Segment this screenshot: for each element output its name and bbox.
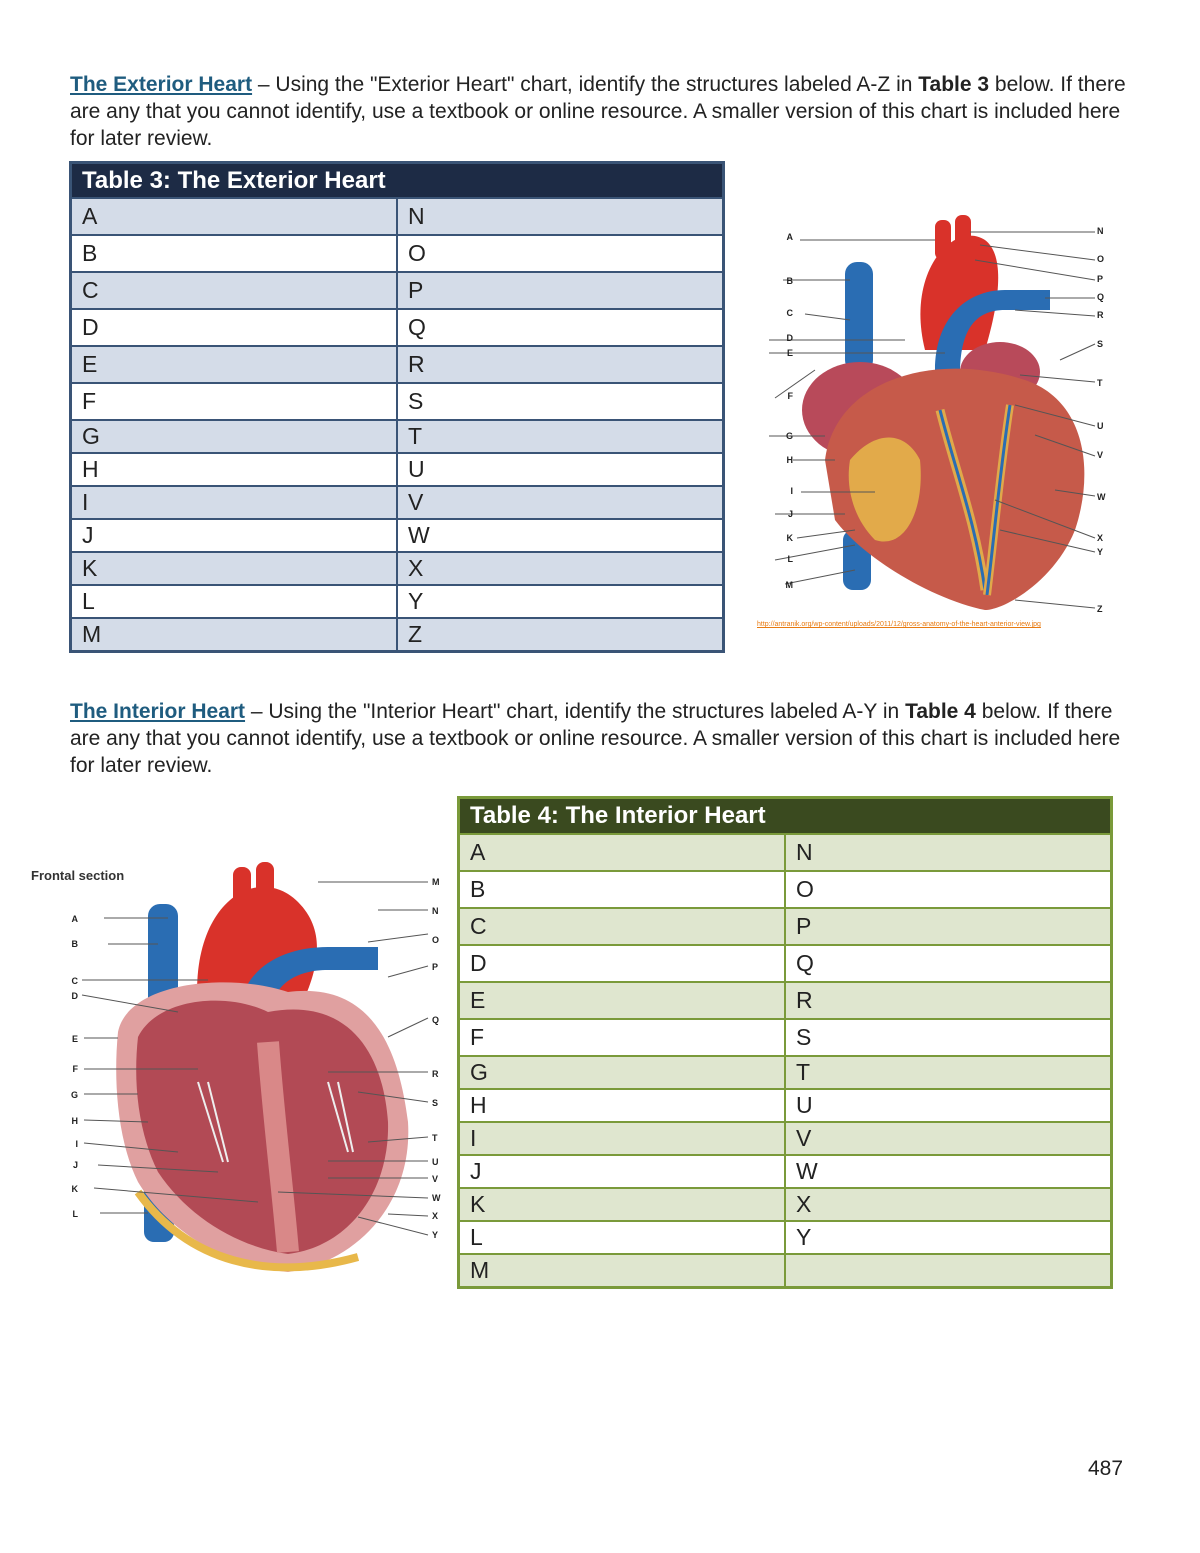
figure-label: M — [432, 877, 440, 887]
figure-label: U — [1097, 421, 1104, 431]
figure-label: G — [785, 431, 793, 441]
figure-label: C — [786, 308, 793, 318]
answer-cell-left[interactable]: E — [71, 346, 398, 383]
answer-cell-right[interactable]: T — [397, 420, 724, 453]
figure-label: S — [1097, 339, 1104, 349]
aortic-branch-2 — [955, 215, 971, 255]
table-row — [459, 1155, 1112, 1188]
answer-cell-left[interactable]: J — [71, 519, 398, 552]
answer-cell-left[interactable]: F — [459, 1019, 786, 1056]
frontal-section-caption: Frontal section — [31, 868, 125, 883]
table-row — [459, 1254, 1112, 1288]
figure-label: Y — [432, 1230, 439, 1240]
figure-label: J — [72, 1160, 78, 1170]
answer-cell-left[interactable]: E — [459, 982, 786, 1019]
answer-cell-left[interactable]: L — [459, 1221, 786, 1254]
table-row — [459, 1089, 1112, 1122]
figure-label: H — [71, 1116, 78, 1126]
answer-cell-left[interactable]: M — [459, 1254, 786, 1288]
instr-text-b: below. If there are any that you cannot identify, use a textbook or online resource. A smaller version of this chart is included here for later review. — [70, 73, 1126, 150]
figure-label: K — [786, 533, 793, 543]
figure-label: W — [432, 1193, 441, 1203]
answer-cell-left[interactable]: G — [71, 420, 398, 453]
figure-label: R — [432, 1069, 439, 1079]
table-row — [71, 585, 724, 618]
table-row — [71, 235, 724, 272]
table-row — [71, 453, 724, 486]
table-row — [71, 309, 724, 346]
table-row — [459, 908, 1112, 945]
answer-cell-left[interactable]: D — [459, 945, 786, 982]
answer-cell-right[interactable]: X — [785, 1188, 1112, 1221]
instr2-text-a: – Using the "Interior Heart" chart, identify the structures labeled A-Y in — [245, 700, 906, 723]
figure-label: A — [71, 914, 78, 924]
answer-cell-right[interactable]: P — [397, 272, 724, 309]
answer-cell-right[interactable]: Q — [397, 309, 724, 346]
figure-label: E — [71, 1034, 78, 1044]
table-row — [459, 945, 1112, 982]
table-row — [459, 1188, 1112, 1221]
figure-label: U — [432, 1157, 439, 1167]
answer-cell-left[interactable]: F — [71, 383, 398, 420]
table-row — [71, 519, 724, 552]
table-row — [71, 346, 724, 383]
figure-label: J — [787, 509, 793, 519]
exterior-heart-link[interactable]: The Exterior Heart — [70, 73, 253, 96]
answer-cell-right[interactable]: S — [785, 1019, 1112, 1056]
answer-cell-left[interactable]: A — [71, 198, 398, 235]
interior-heart-link[interactable]: The Interior Heart — [70, 700, 246, 723]
figure-label: Q — [1097, 292, 1105, 302]
figure-label: X — [1097, 533, 1104, 543]
answer-cell-right[interactable]: U — [785, 1089, 1112, 1122]
figure-label: L — [787, 554, 793, 564]
answer-cell-right[interactable]: T — [785, 1056, 1112, 1089]
exterior-instructions — [70, 71, 1130, 152]
figure-label: I — [75, 1139, 78, 1149]
table-row — [459, 982, 1112, 1019]
answer-cell-right[interactable]: O — [785, 871, 1112, 908]
table-row — [71, 552, 724, 585]
figure-label: C — [71, 976, 78, 986]
answer-cell-right[interactable]: W — [397, 519, 724, 552]
figure-label: E — [786, 348, 793, 358]
table-row — [459, 1056, 1112, 1089]
answer-cell-left[interactable]: B — [459, 871, 786, 908]
answer-cell-right[interactable]: Y — [397, 585, 724, 618]
figure-label: B — [71, 939, 78, 949]
figure-label: V — [1097, 450, 1104, 460]
exterior-heart-figure — [755, 210, 1155, 620]
answer-cell-right[interactable]: S — [397, 383, 724, 420]
answer-cell-right[interactable]: P — [785, 908, 1112, 945]
table4-title: Table 4: The Interior Heart — [459, 798, 1112, 835]
answer-cell-left[interactable]: H — [459, 1089, 786, 1122]
figure-label: W — [1097, 492, 1106, 502]
table4-ref: Table 4 — [905, 700, 976, 723]
figure-label: K — [71, 1184, 78, 1194]
answer-cell-right[interactable]: R — [785, 982, 1112, 1019]
answer-cell-left[interactable]: I — [71, 486, 398, 519]
table-row — [459, 1221, 1112, 1254]
answer-cell-left[interactable]: B — [71, 235, 398, 272]
figure-label: I — [790, 486, 793, 496]
figure-label: H — [786, 455, 793, 465]
aortic-trunk-2 — [256, 862, 274, 902]
figure-label: N — [1097, 226, 1104, 236]
table3-ref: Table 3 — [918, 73, 990, 96]
figure-label: P — [432, 962, 439, 972]
answer-cell-left[interactable]: G — [459, 1056, 786, 1089]
answer-cell-right[interactable] — [785, 1254, 1112, 1288]
answer-cell-right[interactable]: O — [397, 235, 724, 272]
figure-label: D — [786, 333, 793, 343]
figure-label: G — [70, 1090, 78, 1100]
table-row — [71, 198, 724, 235]
figure-label: Z — [1097, 604, 1103, 614]
interior-instructions — [70, 698, 1130, 779]
table-row — [459, 871, 1112, 908]
table-row — [71, 618, 724, 652]
table-row — [459, 1122, 1112, 1155]
answer-cell-right[interactable]: R — [397, 346, 724, 383]
answer-cell-left[interactable]: K — [459, 1188, 786, 1221]
table-row — [459, 834, 1112, 871]
answer-cell-right[interactable]: Z — [397, 618, 724, 652]
answer-cell-left[interactable]: J — [459, 1155, 786, 1188]
figure-label: O — [432, 935, 440, 945]
table-row — [71, 383, 724, 420]
figure-label: D — [71, 991, 78, 1001]
table3-title: Table 3: The Exterior Heart — [71, 163, 724, 199]
interior-heart-figure — [28, 862, 448, 1282]
figure-label: S — [432, 1098, 439, 1108]
superior-vena-cava-shape — [845, 262, 873, 372]
page-number: 487 — [1088, 1457, 1124, 1480]
answer-cell-right[interactable]: Y — [785, 1221, 1112, 1254]
figure-label: F — [72, 1064, 78, 1074]
answer-cell-right[interactable]: N — [785, 834, 1112, 871]
answer-cell-left[interactable]: K — [71, 552, 398, 585]
aortic-branch-1 — [935, 220, 951, 260]
figure-label: L — [72, 1209, 78, 1219]
answer-cell-left[interactable]: L — [71, 585, 398, 618]
figure-label: Y — [1097, 547, 1104, 557]
answer-cell-left[interactable]: D — [71, 309, 398, 346]
figure-label: T — [432, 1133, 438, 1143]
answer-cell-right[interactable]: W — [785, 1155, 1112, 1188]
answer-cell-left[interactable]: C — [459, 908, 786, 945]
figure-label: N — [432, 906, 439, 916]
figure-label: O — [1097, 254, 1105, 264]
table-row — [71, 420, 724, 453]
table-row — [71, 272, 724, 309]
figure-label: Q — [432, 1015, 440, 1025]
figure-label: R — [1097, 310, 1104, 320]
answer-cell-left[interactable]: M — [71, 618, 398, 652]
table4 — [457, 796, 1113, 1289]
instr-text-a: – Using the "Exterior Heart" chart, identify the structures labeled A-Z in — [252, 73, 919, 96]
figure-label: F — [787, 391, 793, 401]
figure-label: X — [432, 1211, 439, 1221]
answer-cell-right[interactable]: N — [397, 198, 724, 235]
figure-source-link[interactable]: http://antranik.org/wp-content/uploads/2011/12/gross-anatomy-of-the-heart-anterior-view.jpg — [757, 621, 1041, 628]
figure-label: M — [785, 580, 793, 590]
answer-cell-left[interactable]: C — [71, 272, 398, 309]
answer-cell-right[interactable]: Q — [785, 945, 1112, 982]
aortic-trunk-1 — [233, 867, 251, 907]
table-row — [459, 1019, 1112, 1056]
answer-cell-left[interactable]: H — [71, 453, 398, 486]
answer-cell-right[interactable]: X — [397, 552, 724, 585]
table3 — [69, 161, 725, 653]
table-row — [71, 486, 724, 519]
answer-cell-right[interactable]: U — [397, 453, 724, 486]
figure-label: P — [1097, 274, 1104, 284]
figure-label: V — [432, 1174, 439, 1184]
answer-cell-right[interactable]: V — [397, 486, 724, 519]
answer-cell-right[interactable]: V — [785, 1122, 1112, 1155]
instr2-text-b: below. If there are any that you cannot identify, use a textbook or online resource. A smaller version of this chart is included here for later review. — [70, 700, 1121, 777]
figure-label: T — [1097, 378, 1103, 388]
answer-cell-left[interactable]: I — [459, 1122, 786, 1155]
figure-label: A — [786, 232, 793, 242]
answer-cell-left[interactable]: A — [459, 834, 786, 871]
figure-label: B — [786, 276, 793, 286]
